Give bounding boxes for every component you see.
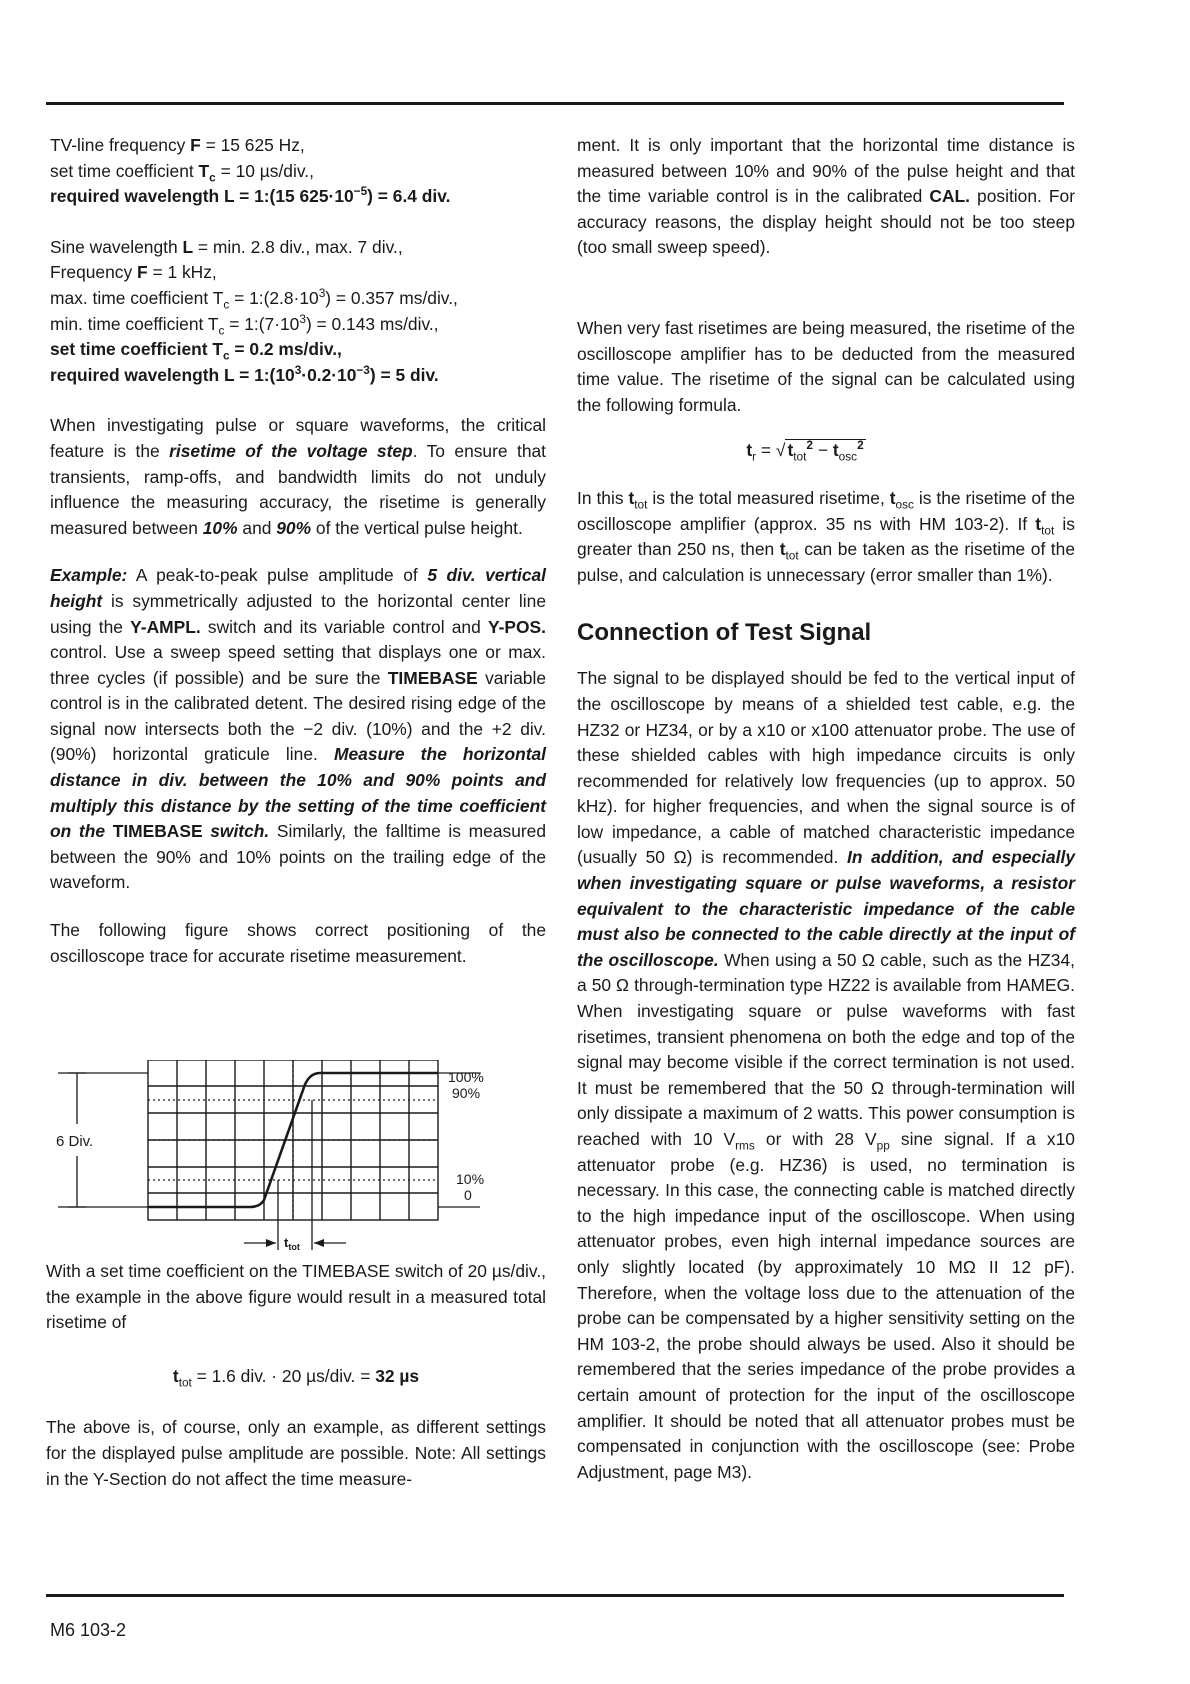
ment-paragraph: ment. It is only important that the horizontal time distance is measured between 10% and 90% of the pulse height and that the time variable control is in the calibrated CAL. position. For accuracy reasons, the display height should not be too steep (too small sweep speed).: [577, 135, 1075, 258]
sine-line-1: Sine wavelength L = min. 2.8 div., max. 7 div.,: [50, 236, 403, 257]
right-column: [577, 133, 1075, 1485]
left-column-lower: [46, 1259, 546, 1492]
sine-block: [50, 235, 546, 389]
tvline-line-1: TV-line frequency F = 15 625 Hz,: [50, 135, 305, 155]
label-90: 90%: [452, 1085, 481, 1101]
label-100: 100%: [448, 1069, 484, 1085]
label-6-div: 6 Div.: [56, 1133, 94, 1150]
top-rule: [46, 102, 1064, 105]
connection-paragraph: The signal to be displayed should be fed to the vertical input of the oscilloscope by means of a shielded test cable, e.g. the HZ32 or HZ34, or by a x10 or x100 attenuator probe. The use of these shielded cables with high impedance circuits is only recommended for relatively low frequencies (up to approx. 50 kHz). for higher frequencies, and when the signal source is of low impedance, a cable of matched characteristic impedance (usually 50 Ω) is recommended. In addition, and especially when investigating square or pulse waveforms, a resistor equivalent to the characteristic impedance of the cable must also be connected to the cable directly at the input of the oscilloscope. When using a 50 Ω cable, such as the HZ34, a 50 Ω through-termination type HZ22 is available from HAMEG. When investigating square or pulse waveforms with fast risetimes, transient phenomena on both the edge and top of the signal may become visible if the correct termination is not used. It must be remembered that the 50 Ω through-termination will only dissipate a maximum of 2 watts. This power consumption is reached with 10 $V_{rms}$ or with 28 $V_{pp}$ sine signal. If a x10 attenuator probe (e.g. HZ36) is used, no termination is necessary. In this case, the connecting cable is matched directly to the high impedance input of the oscilloscope. When using attenuator probes, even high internal impedance sources are only slightly located (by approximately 10 MΩ II 12 pF). Therefore, when the voltage loss due to the attenuation of the probe can be compensated by a higher sensitivity setting on the HM 103-2, the probe should always be used. Also it should be remembered that the series impedance of the probe provides a certain amount of protection for the input of the oscilloscope amplifier. It should be noted that all attenuator probes must be compensated in conjunction with the oscilloscope (see: Probe Adjustment, page M3).: [577, 668, 1075, 1482]
label-ttot: $t_{tot}$: [284, 1235, 300, 1252]
example-paragraph: Example: A peak-to-peak pulse amplitude of 5 div. vertical height is symmetrically adjusted to the horizontal center line using the Y-AMPL. switch and its variable control and Y-POS. control. Use a sweep speed setting that displays one or max. three cycles (if possible) and be sure the TIMEBASE variable control is in the calibrated detent. The desired rising edge of the signal now intersects both the −2 div. (10%) and the +2 div. (90%) horizontal graticule line. Measure the horizontal distance in div. between the 10% and 90% points and multiply this distance by the setting of the time coefficient on the TIMEBASE switch. Similarly, the falltime is measured between the 90% and 10% points on the trailing edge of the waveform.: [50, 565, 546, 893]
label-0: 0: [464, 1187, 472, 1203]
sine-line-5: set time coefficient $T_c = 0.2$ ms/div.,: [50, 339, 342, 363]
sine-line-4: min. time coefficient $T_c$ = $1:(7\cdot 10^3) = 0.143$ ms/div.,: [50, 311, 439, 338]
left-column: [50, 133, 546, 969]
tr-formula: $t_r$ = √ $t_{tot}^2 - t_{osc}^2$: [746, 438, 864, 464]
inthis-paragraph: In this $t_{tot}$ is the total measured risetime, $t_{osc}$ is the risetime of the oscilloscope amplifier (approx. 35 ns with HM 103-2). If $t_{tot}$ is greater than 250 ns, then $t_{tot}$ can be taken as the risetime of the pulse, and calculation is unnecessary (error smaller than 1%).: [577, 487, 1075, 585]
pulse-paragraph: When investigating pulse or square waveforms, the critical feature is the risetime of the voltage step. To ensure that transients, ramp-offs, and bandwidth limits do not unduly influence the measuring accuracy, the risetime is generally measured between 10% and 90% of the vertical pulse height.: [50, 415, 546, 538]
set-time-paragraph: With a set time coefficient on the TIMEBASE switch of 20 µs/div., the example in the above figure would result in a measured total risetime of: [46, 1261, 546, 1333]
tvline-line-2: set time coefficient $T_c = 10$ µs/div.,: [50, 160, 314, 185]
tvline-block: [50, 133, 546, 210]
fast-risetime-paragraph: When very fast risetimes are being measured, the risetime of the oscilloscope amplifier has to be deducted from the measured time value. The risetime of the signal can be calculated using the following formula.: [577, 317, 1075, 415]
page-footer: M6 103-2: [50, 1620, 127, 1640]
sine-line-3: max. time coefficient $T_c$ = $1:(2.8\cdot 10^3) = 0.357$ ms/div.,: [50, 286, 458, 312]
ttot-formula: $t_{tot} = 1.6$ div. · 20 µs/div. = 32 µs: [172, 1365, 420, 1390]
bottom-rule: [46, 1594, 1064, 1597]
sine-line-6: required wavelength $L = 1:(10^3\cdot 0.2\cdot 10^{-3}) = 5$ div.: [50, 362, 439, 385]
tvline-line-3: required wavelength L = 1:(15 $625\cdot 10^{-5}) = 6.4$ div.: [50, 184, 451, 207]
sine-line-2: Frequency F = 1 kHz,: [50, 262, 217, 283]
section-heading: Connection of Test Signal: [577, 619, 872, 647]
figure-intro: The following figure shows correct positioning of the oscilloscope trace for accurate risetime measurement.: [50, 920, 546, 966]
above-paragraph: The above is, of course, only an example, as different settings for the displayed pulse amplitude are possible. Note: All settings in the Y-Section do not affect the time measure-: [46, 1417, 546, 1489]
label-10: 10%: [456, 1171, 485, 1187]
